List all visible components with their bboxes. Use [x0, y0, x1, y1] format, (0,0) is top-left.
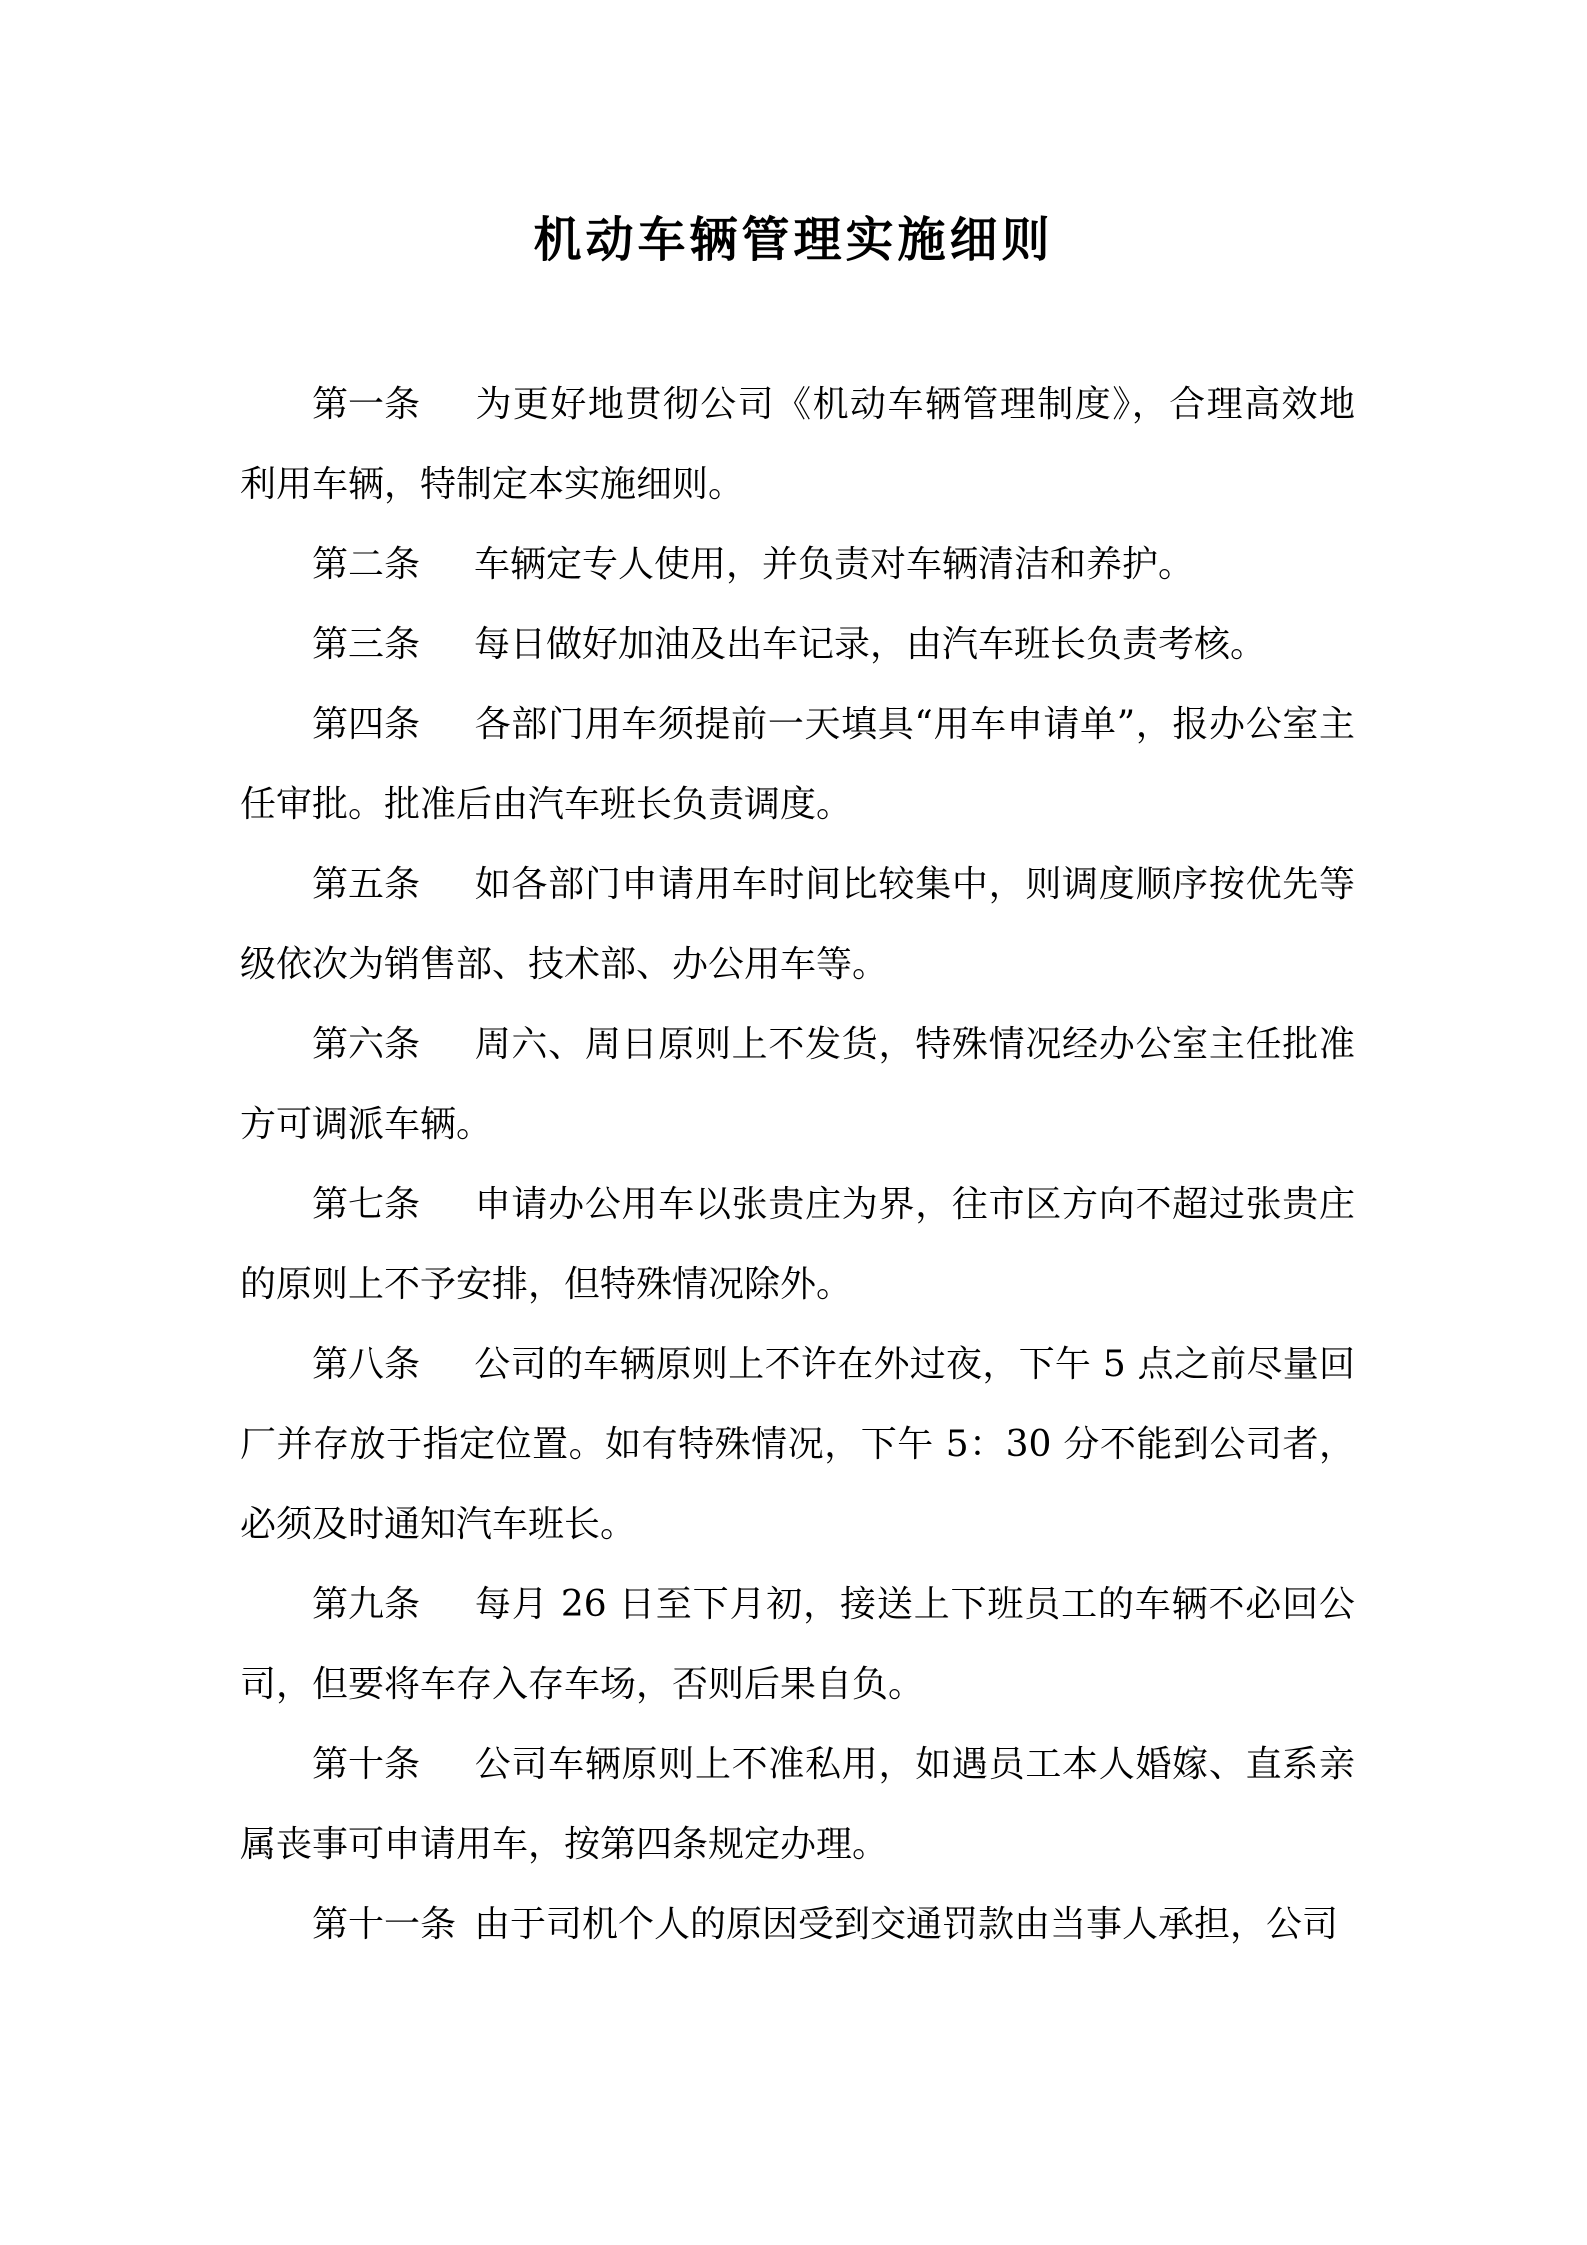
article-6	[240, 1005, 1355, 1165]
article-text: 周六、周日原则上不发货，特殊情况经办公室主任批准方可调派车辆。	[240, 1024, 1355, 1145]
article-text: 如各部门申请用车时间比较集中，则调度顺序按优先等级依次为销售部、技术部、办公用车等。	[240, 864, 1355, 985]
article-8	[240, 1325, 1355, 1565]
article-text: 公司的车辆原则上不许在外过夜，下午 5 点之前尽量回厂并存放于指定位置。如有特殊情况，下午 5：30 分不能到公司者，必须及时通知汽车班长。	[240, 1344, 1355, 1545]
article-9	[240, 1565, 1355, 1725]
article-text: 各部门用车须提前一天填具“用车申请单”，报办公室主任审批。批准后由汽车班长负责调度。	[240, 704, 1355, 825]
article-7	[240, 1165, 1355, 1325]
article-number: 第五条	[312, 864, 421, 905]
document-title: 机动车辆管理实施细则	[533, 212, 1054, 268]
article-number: 第六条	[312, 1024, 421, 1065]
article-number: 第八条	[312, 1344, 421, 1385]
article-text: 公司车辆原则上不准私用，如遇员工本人婚嫁、直系亲属丧事可申请用车，按第四条规定办理。	[240, 1744, 1355, 1865]
article-text: 每月 26 日至下月初，接送上下班员工的车辆不必回公司，但要将车存入存车场，否则后果自负。	[240, 1584, 1355, 1705]
article-text: 由于司机个人的原因受到交通罚款由当事人承担，公司	[474, 1904, 1339, 1945]
article-text: 车辆定专人使用，并负责对车辆清洁和养护。	[474, 544, 1195, 585]
article-number: 第九条	[312, 1584, 421, 1625]
document-body	[240, 365, 1355, 1965]
article-number: 第十一条	[312, 1904, 457, 1945]
article-2	[240, 525, 1355, 605]
article-5	[240, 845, 1355, 1005]
article-number: 第四条	[312, 704, 421, 745]
article-text: 为更好地贯彻公司《机动车辆管理制度》，合理高效地利用车辆，特制定本实施细则。	[240, 384, 1355, 505]
article-number: 第七条	[312, 1184, 421, 1225]
article-text: 申请办公用车以张贵庄为界，往市区方向不超过张贵庄的原则上不予安排，但特殊情况除外。	[240, 1184, 1355, 1305]
article-number: 第一条	[312, 384, 421, 425]
article-4	[240, 685, 1355, 845]
article-number: 第十条	[312, 1744, 421, 1785]
article-11	[240, 1885, 1355, 1965]
article-3	[240, 605, 1355, 685]
article-text: 每日做好加油及出车记录，由汽车班长负责考核。	[474, 624, 1267, 665]
article-1	[240, 365, 1355, 525]
article-number: 第三条	[312, 624, 421, 665]
article-number: 第二条	[312, 544, 421, 585]
article-10	[240, 1725, 1355, 1885]
